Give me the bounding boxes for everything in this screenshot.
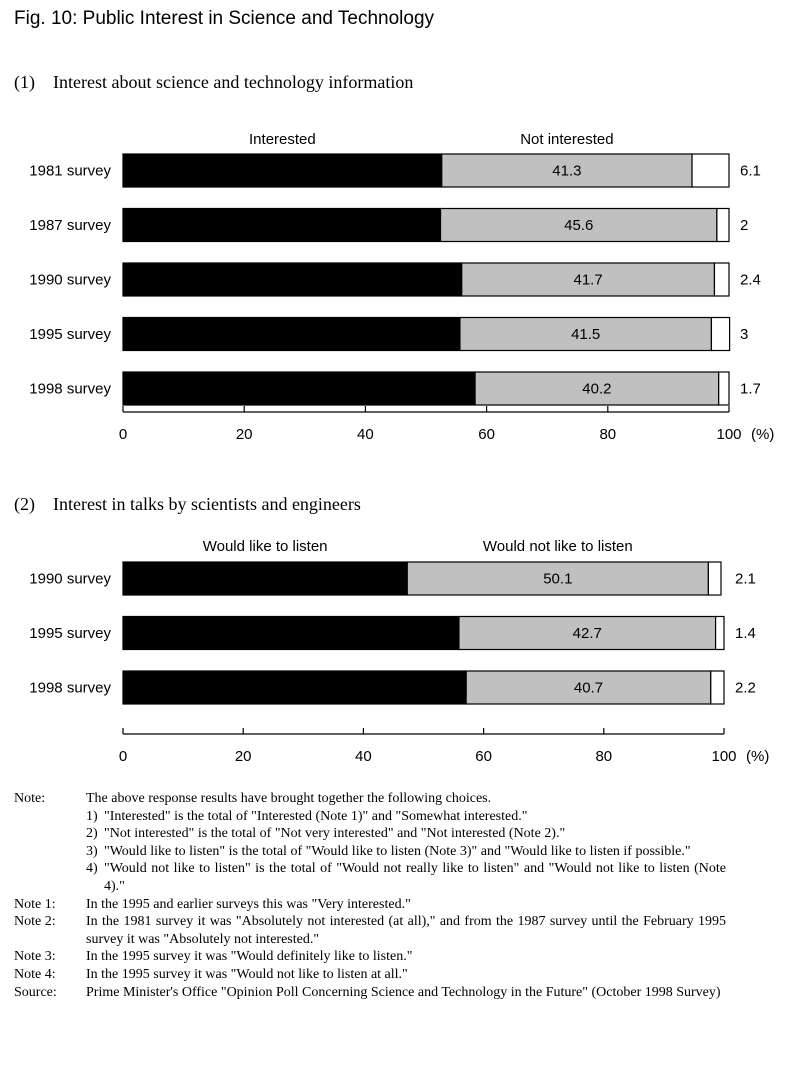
data-label: 52.4 (267, 217, 297, 234)
footnote-text: In the 1981 survey it was "Absolutely not interested (at all)," and from the 1987 survey until the February 1995 survey it was "Absolutely not interested." (86, 914, 726, 947)
x-tick-label: 40 (357, 426, 374, 443)
bar-segment-remainder (711, 318, 729, 351)
bar-segment-remainder (708, 562, 721, 595)
x-tick-label: 0 (118, 748, 128, 765)
note-item-text: "Would like to listen" is the total of "Would like to listen (Note 3)" and "Would like to listen if possible." (104, 843, 691, 859)
legend-interested: Interested (249, 131, 316, 148)
data-label: 2 (740, 217, 749, 234)
data-label: 42.7 (572, 625, 602, 642)
chart-2-title: (2) Interest in talks by scientists and engineers (14, 494, 361, 514)
x-axis-unit-label: (%) (746, 748, 770, 765)
data-label: 55.9 (276, 625, 306, 642)
source-label: Source: (14, 984, 57, 1000)
category-label-1990-survey: 1990 survey (29, 570, 111, 588)
note-item-number: 3) (86, 843, 98, 859)
footnote-label: Note 2: (14, 914, 56, 930)
legend-would-like-to-listen: Would like to listen (202, 538, 328, 555)
note-item (14, 843, 726, 861)
footnote-text: In the 1995 survey it was "Would definitely like to listen." (86, 949, 413, 965)
note-item (14, 808, 726, 826)
data-label: 2.1 (735, 570, 756, 588)
category-label-1987-survey: 1987 survey (29, 217, 111, 234)
x-tick-label: 80 (595, 748, 613, 765)
x-tick-label: 20 (234, 748, 252, 765)
bar-segment-remainder (719, 372, 729, 405)
bar-segment-remainder (711, 671, 724, 704)
note-item-number: 1) (86, 808, 98, 824)
x-tick-label: 60 (475, 748, 492, 765)
footnote-row (14, 948, 726, 966)
footnote-label: Note 1: (14, 896, 56, 912)
note-item (14, 860, 726, 895)
data-label: 58.1 (284, 380, 314, 398)
data-label: 41.3 (552, 162, 582, 180)
data-label: 52.6 (267, 162, 297, 180)
data-label: 55.9 (277, 271, 307, 289)
x-tick-label: 40 (355, 748, 372, 765)
source-text: Prime Minister's Office "Opinion Poll Concerning Science and Technology in the Future" (October 1998 Survey) (86, 984, 721, 1000)
note-item-number: 2) (86, 826, 98, 842)
category-label-1990-survey: 1990 survey (29, 271, 111, 289)
footnote-row (14, 966, 726, 984)
category-label-1981-survey: 1981 survey (29, 162, 111, 180)
category-label-1998-survey: 1998 survey (29, 380, 111, 398)
footnote-text: In the 1995 survey it was "Would not like to listen at all." (86, 966, 408, 982)
footnote-text: In the 1995 and earlier surveys this was "Very interested." (86, 896, 411, 912)
data-label: 55.6 (276, 326, 307, 343)
legend-would-not-like-to-listen: Would not like to listen (482, 538, 633, 555)
x-tick-label: 100 (716, 426, 742, 443)
data-label: 50.1 (543, 570, 573, 588)
footnote-label: Note 4: (14, 966, 56, 982)
x-tick-label: 100 (711, 748, 737, 765)
x-tick-label: 0 (118, 426, 128, 443)
note-label: Note: (14, 791, 46, 806)
x-tick-label: 20 (235, 426, 253, 443)
note-item (14, 825, 726, 843)
data-label: 41.5 (571, 326, 601, 343)
chart-1-interest-information (0, 120, 798, 460)
data-label: 2.2 (735, 679, 756, 697)
note-intro-row (14, 790, 726, 808)
data-label: 6.1 (740, 162, 761, 180)
data-label: 45.6 (564, 217, 594, 234)
category-label-1998-survey: 1998 survey (29, 679, 111, 697)
category-label-1995-survey: 1995 survey (29, 625, 111, 642)
legend-not-interested: Not interested (520, 131, 614, 148)
notes-block (14, 790, 726, 1001)
figure-title: Fig. 10: Public Interest in Science and Technology (14, 8, 435, 29)
bar-segment-remainder (716, 617, 724, 650)
chart-2-interest-talks (0, 528, 798, 768)
x-tick-label: 60 (478, 426, 495, 443)
note-item-text: "Not interested" is the total of "Not very interested" and "Not interested (Note 2)." (104, 826, 566, 842)
note-item-text: "Interested" is the total of "Interested (Note 1)" and "Somewhat interested." (104, 808, 528, 824)
category-label-1995-survey: 1995 survey (29, 326, 111, 343)
data-label: 41.7 (573, 271, 603, 289)
data-label: 2.4 (740, 271, 761, 289)
bar-segment-remainder (714, 263, 729, 296)
data-label: 1.4 (735, 625, 756, 642)
note-intro: The above response results have brought together the following choices. (86, 791, 492, 806)
chart-1-title: (1) Interest about science and technology information (14, 72, 414, 92)
footnote-label: Note 3: (14, 949, 56, 965)
bar-segment-remainder (692, 154, 729, 187)
footnote-row (14, 913, 726, 948)
note-item-number: 4) (86, 861, 98, 877)
data-label: 1.7 (740, 380, 761, 398)
bar-segment-remainder (717, 209, 729, 242)
data-label: 3 (740, 326, 749, 343)
footnote-row (14, 896, 726, 914)
source-row (14, 984, 726, 1002)
x-axis-unit-label: (%) (751, 426, 775, 443)
data-label: 40.7 (573, 679, 604, 697)
data-label: 47.3 (250, 570, 280, 588)
data-label: 57.1 (279, 679, 310, 697)
data-label: 40.2 (582, 380, 612, 398)
note-item-text: "Would not like to listen" is the total of "Would not really like to listen" and "Would not like to listen (Note 4)." (104, 861, 726, 894)
x-tick-label: 80 (599, 426, 617, 443)
